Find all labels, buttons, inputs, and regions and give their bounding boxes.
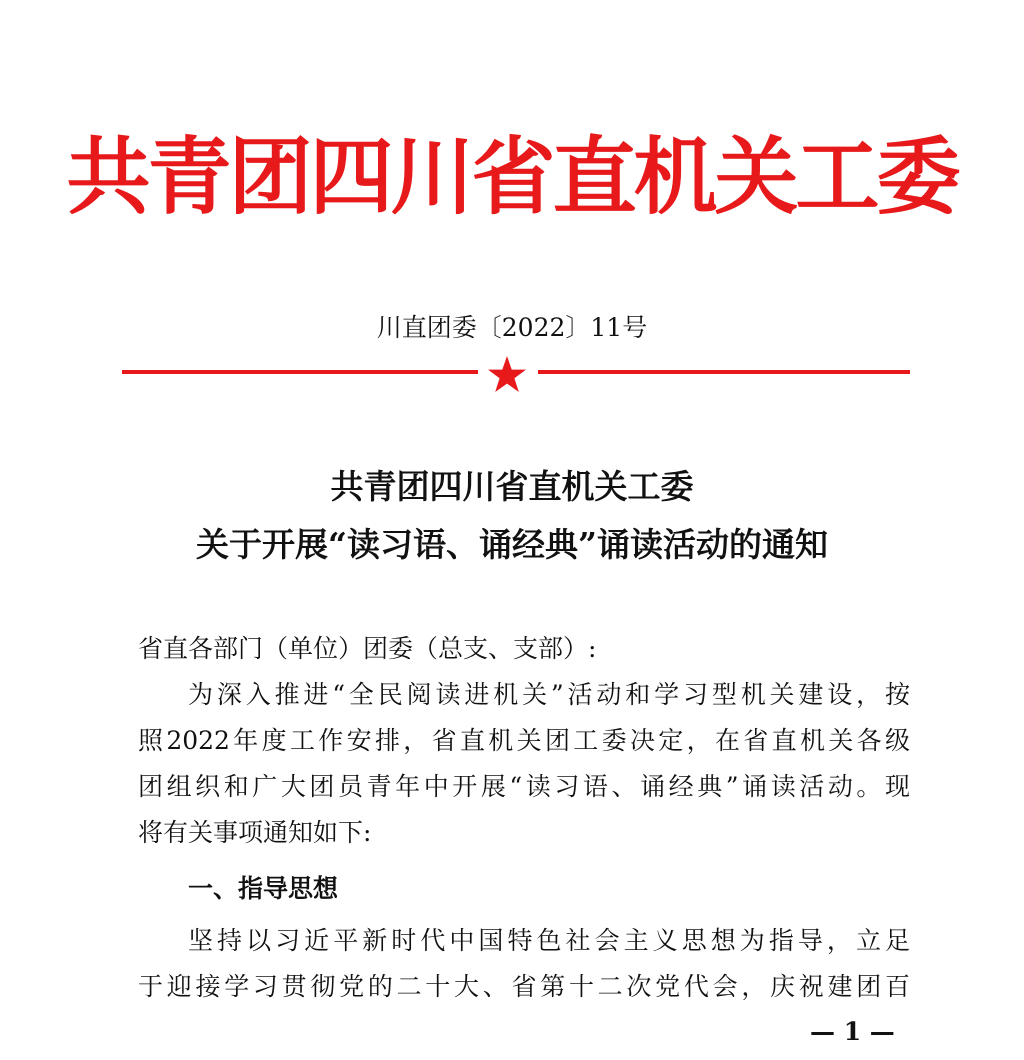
- section-heading: 一、指导思想: [188, 874, 339, 903]
- paragraph-line: 于迎接学习贯彻党的二十大、省第十二次党代会，庆祝建团百: [138, 972, 910, 1001]
- red-star-icon: [487, 355, 527, 393]
- document-number: 川直团委〔2022〕11号: [376, 313, 648, 342]
- divider-line-left: [122, 370, 478, 374]
- page-number: — 1 —: [810, 1017, 895, 1046]
- notice-title-subject: 关于开展“读习语、诵经典”诵读活动的通知: [196, 525, 828, 564]
- paragraph-line: 将有关事项通知如下:: [138, 818, 372, 847]
- paragraph-line: 团组织和广大团员青年中开展“读习语、诵经典”诵读活动。现: [138, 772, 910, 801]
- salutation: 省直各部门（单位）团委（总支、支部）:: [138, 634, 597, 663]
- paragraph-line: 坚持以习近平新时代中国特色社会主义思想为指导，立足: [188, 926, 910, 955]
- paragraph-line: 照2022年度工作安排，省直机关团工委决定，在省直机关各级: [138, 726, 910, 755]
- issuer-masthead: 共青团四川省直机关工委: [66, 128, 958, 226]
- notice-title-issuer: 共青团四川省直机关工委: [330, 467, 694, 506]
- divider-line-right: [538, 370, 910, 374]
- paragraph-line: 为深入推进“全民阅读进机关”活动和学习型机关建设，按: [188, 680, 910, 709]
